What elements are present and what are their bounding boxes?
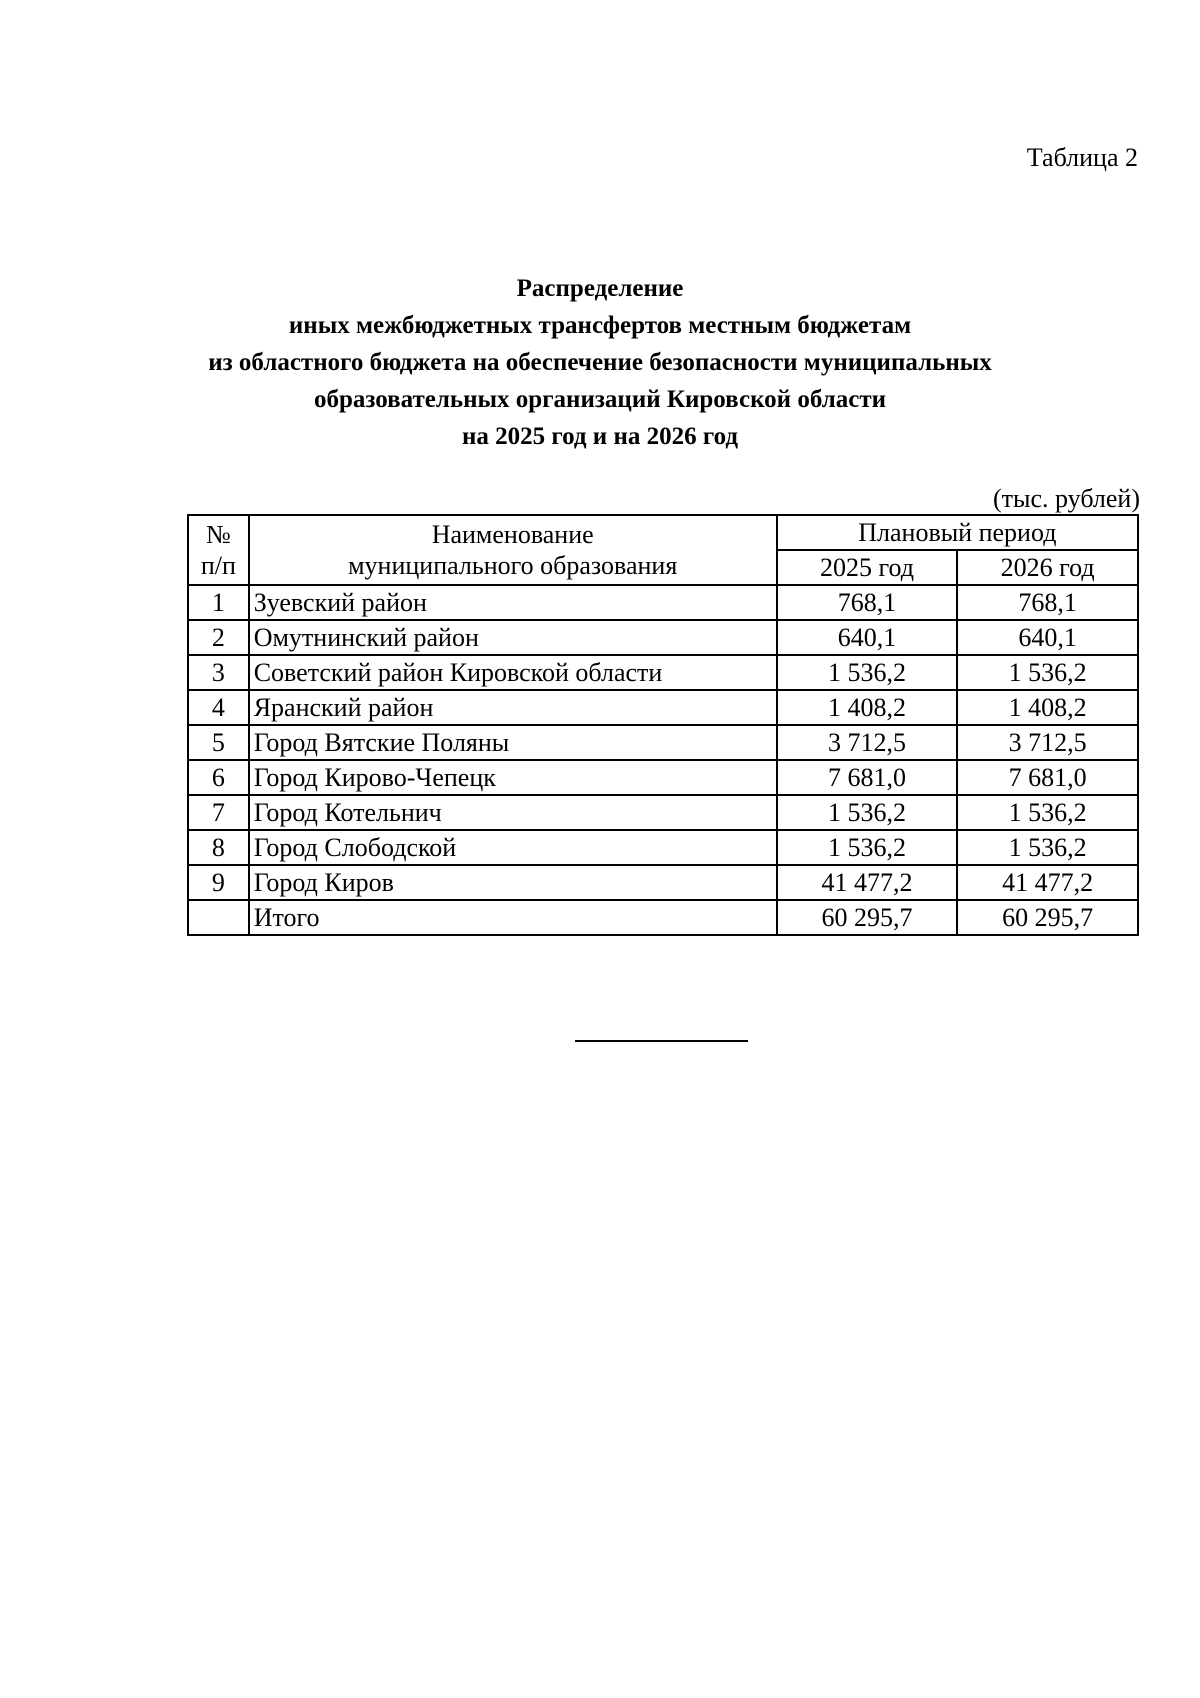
cell-name: Город Котельнич	[249, 795, 777, 830]
cell-num	[188, 900, 249, 935]
cell-name: Советский район Кировской области	[249, 655, 777, 690]
cell-2025: 7 681,0	[777, 760, 958, 795]
cell-2026: 1 536,2	[957, 655, 1138, 690]
table-label: Таблица 2	[1026, 143, 1138, 172]
header-period: Плановый период	[777, 515, 1138, 550]
cell-2025: 1 536,2	[777, 795, 958, 830]
cell-2026: 41 477,2	[957, 865, 1138, 900]
table-row	[188, 795, 1138, 830]
distribution-table	[187, 514, 1139, 936]
table-row	[188, 830, 1138, 865]
table-row	[188, 585, 1138, 620]
cell-num: 7	[188, 795, 249, 830]
cell-2025: 41 477,2	[777, 865, 958, 900]
cell-name: Омутнинский район	[249, 620, 777, 655]
cell-num: 2	[188, 620, 249, 655]
cell-num: 6	[188, 760, 249, 795]
cell-num: 8	[188, 830, 249, 865]
cell-name: Город Вятские Поляны	[249, 725, 777, 760]
cell-name: Зуевский район	[249, 585, 777, 620]
header-year-2026: 2026 год	[957, 550, 1138, 585]
header-name	[249, 515, 777, 585]
cell-name: Город Киров	[249, 865, 777, 900]
cell-2025: 1 536,2	[777, 655, 958, 690]
header-name-line2: муниципального образования	[348, 551, 678, 580]
cell-2025: 768,1	[777, 585, 958, 620]
table-row	[188, 725, 1138, 760]
title-line: иных межбюджетных трансфертов местным бюджетам	[288, 312, 912, 339]
cell-name: Яранский район	[249, 690, 777, 725]
header-year-2025: 2025 год	[777, 550, 958, 585]
cell-2026: 1 408,2	[957, 690, 1138, 725]
closing-divider	[575, 1040, 748, 1042]
header-name-line1: Наименование	[431, 520, 594, 549]
cell-2026: 640,1	[957, 620, 1138, 655]
table-row	[188, 620, 1138, 655]
table-row	[188, 865, 1138, 900]
cell-name: Город Слободской	[249, 830, 777, 865]
total-row	[188, 900, 1138, 935]
header-num-line1: №	[205, 520, 231, 549]
document-title	[0, 270, 1200, 455]
cell-2026: 1 536,2	[957, 830, 1138, 865]
cell-total-label: Итого	[249, 900, 777, 935]
cell-2026: 3 712,5	[957, 725, 1138, 760]
cell-name: Город Кирово-Чепецк	[249, 760, 777, 795]
units-note: (тыс. рублей)	[992, 484, 1140, 513]
header-row	[188, 515, 1138, 550]
table-row	[188, 655, 1138, 690]
cell-2025: 3 712,5	[777, 725, 958, 760]
table-row	[188, 760, 1138, 795]
cell-num: 3	[188, 655, 249, 690]
header-num-line2: п/п	[200, 551, 236, 580]
title-line: на 2025 год и на 2026 год	[461, 423, 739, 450]
cell-2026: 768,1	[957, 585, 1138, 620]
cell-2026: 1 536,2	[957, 795, 1138, 830]
cell-num: 9	[188, 865, 249, 900]
header-num	[188, 515, 249, 585]
title-line: из областного бюджета на обеспечение безопасности муниципальных	[208, 349, 992, 376]
cell-2025: 640,1	[777, 620, 958, 655]
cell-num: 4	[188, 690, 249, 725]
title-line: образовательных организаций Кировской области	[313, 386, 887, 413]
cell-2025: 1 536,2	[777, 830, 958, 865]
cell-2026: 7 681,0	[957, 760, 1138, 795]
table-row	[188, 690, 1138, 725]
cell-num: 1	[188, 585, 249, 620]
cell-total-2025: 60 295,7	[777, 900, 958, 935]
cell-total-2026: 60 295,7	[957, 900, 1138, 935]
cell-2025: 1 408,2	[777, 690, 958, 725]
cell-num: 5	[188, 725, 249, 760]
title-line: Распределение	[516, 275, 684, 302]
